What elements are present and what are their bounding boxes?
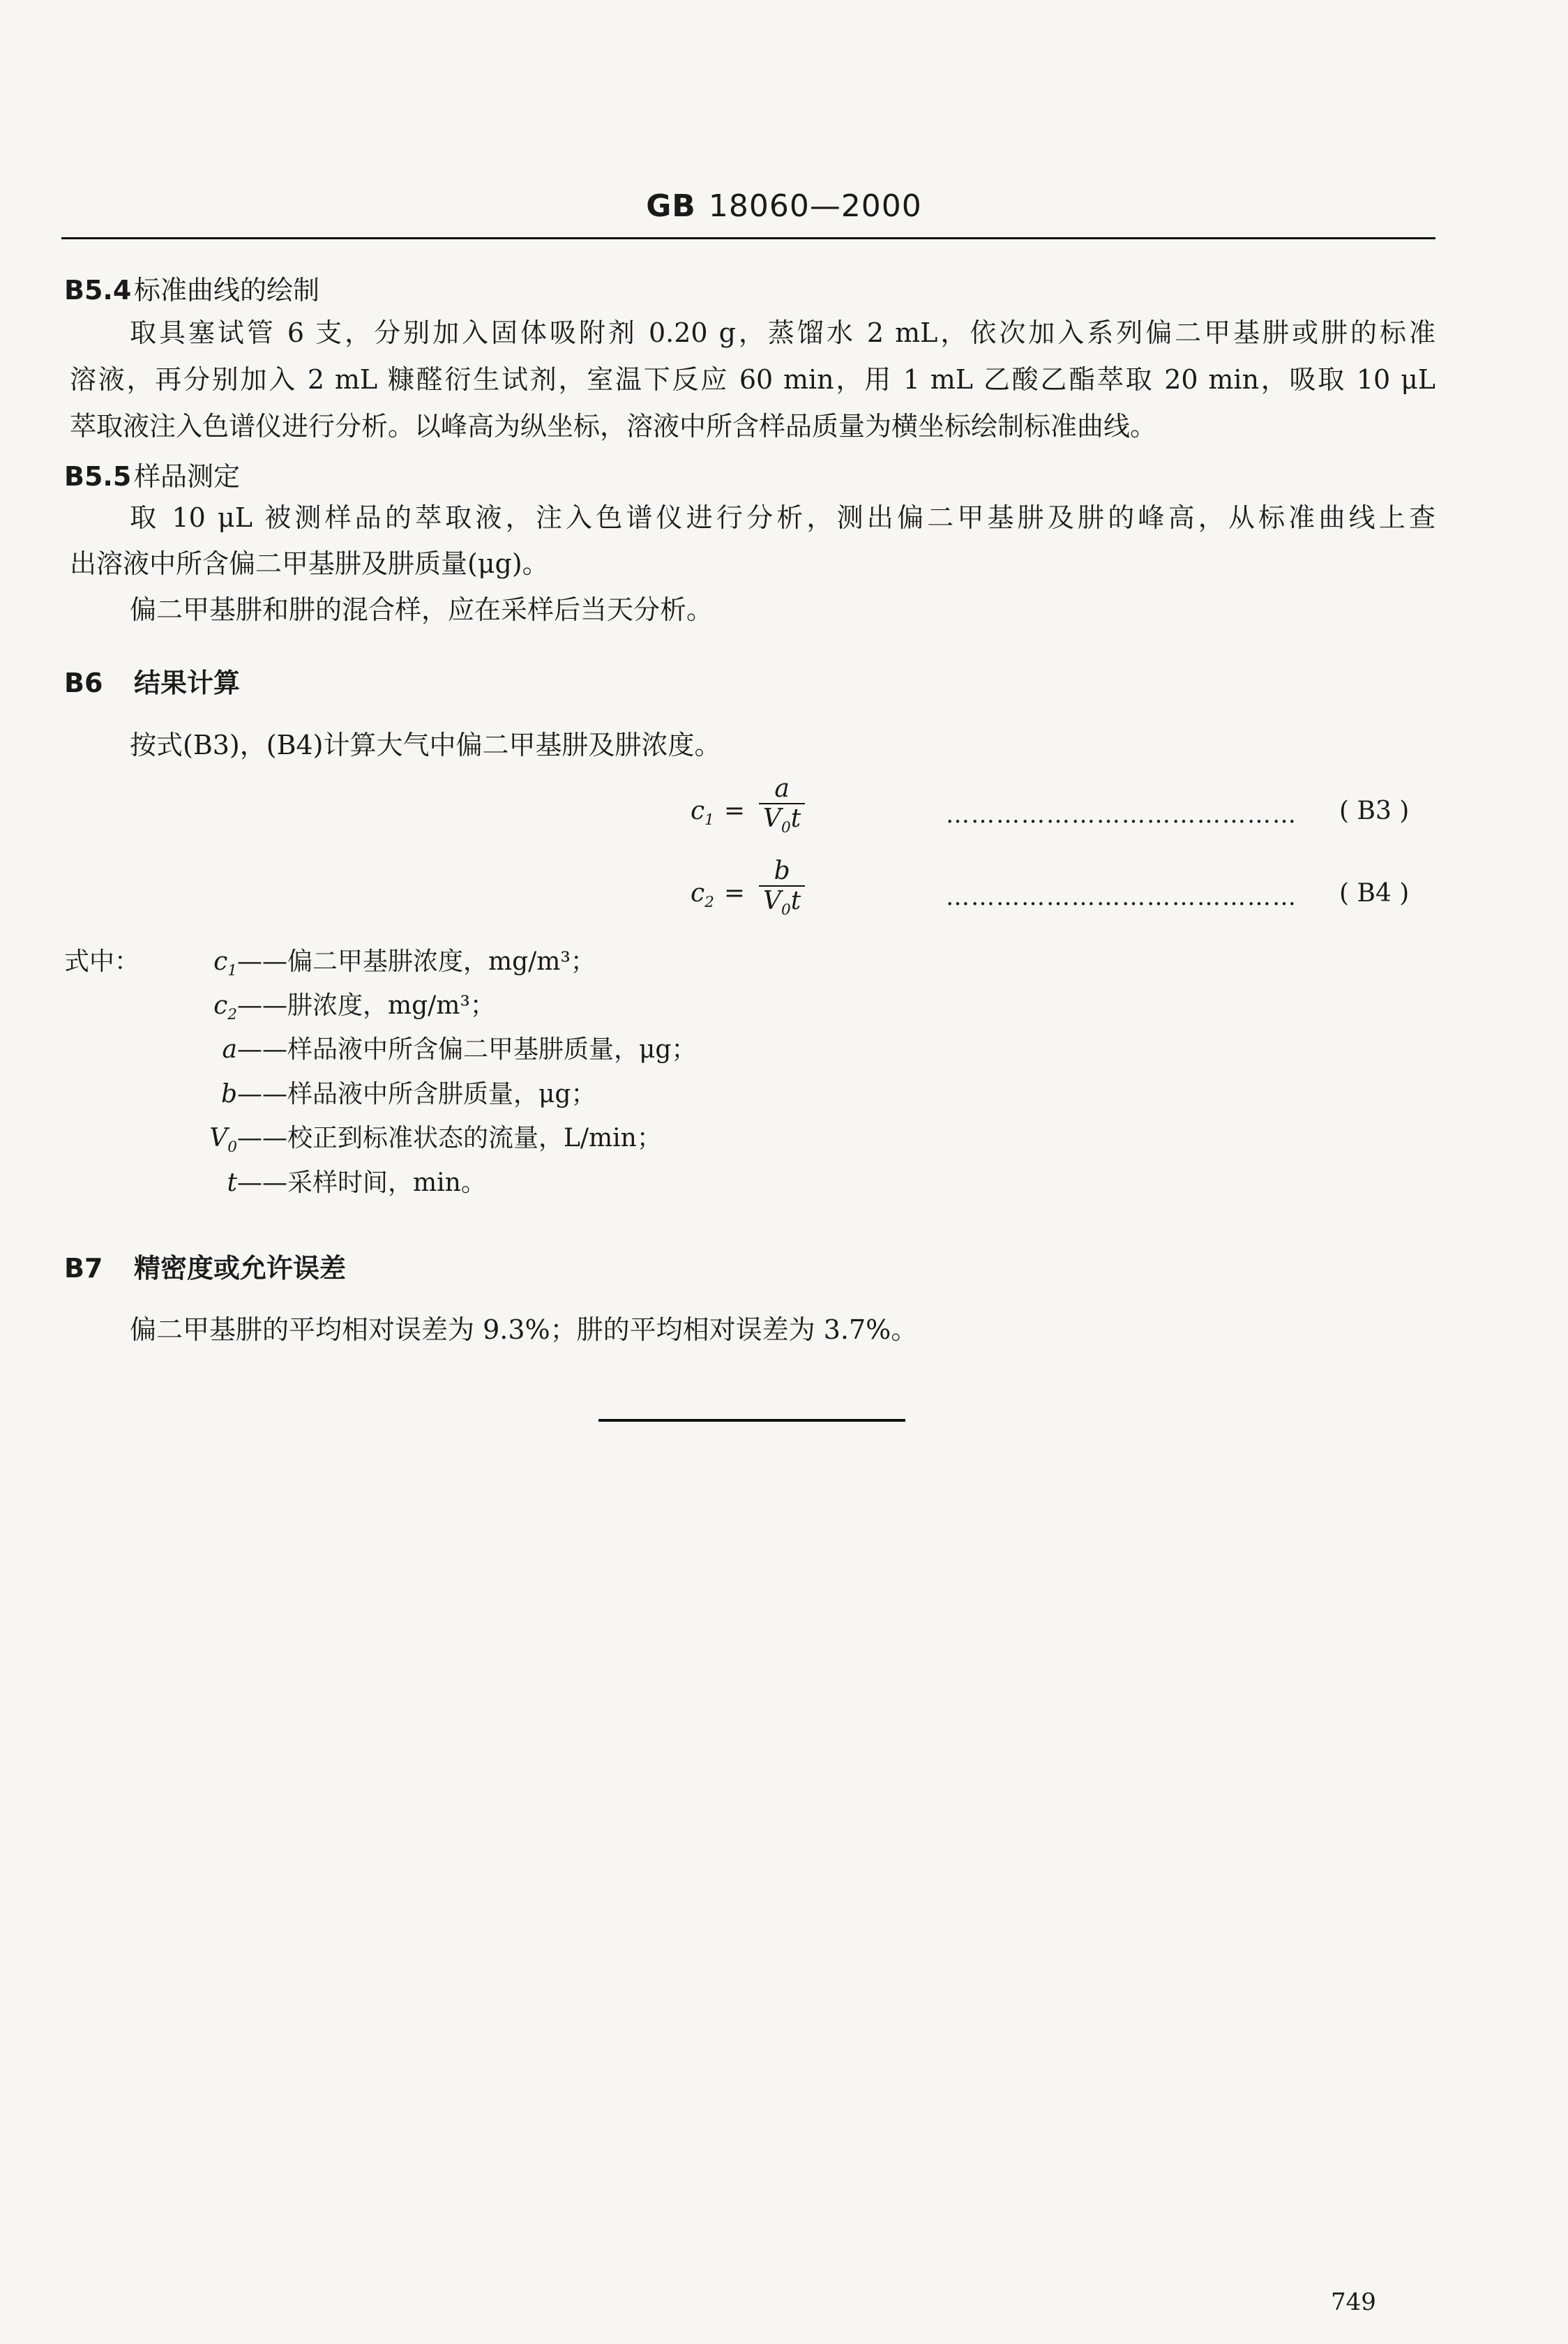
paragraph-line: 按式(B3)，(B4)计算大气中偏二甲基肼及肼浓度。 xyxy=(130,730,721,760)
leader-dots: …………………………………… xyxy=(946,801,1297,829)
header-rule xyxy=(61,237,1435,239)
denominator: $V_0t$ xyxy=(759,803,805,836)
equation-b3-tag: ( B3 ) xyxy=(1339,797,1410,825)
paragraph-line: 取 10 μL 被测样品的萃取液，注入色谱仪进行分析，测出偏二甲基肼及肼的峰高，从标准曲线上查 xyxy=(130,502,1435,533)
definition-row: a——样品液中所含偏二甲基肼质量，μg； xyxy=(222,1035,697,1064)
equation-b3-lhs: $c_1$ = xyxy=(691,797,746,829)
end-rule xyxy=(598,1419,905,1422)
header-prefix: GB xyxy=(646,188,696,224)
section-title: 结果计算 xyxy=(134,668,241,698)
section-b54-heading xyxy=(64,269,319,307)
section-number: B5.5 xyxy=(64,461,132,492)
section-number: B7 xyxy=(64,1253,103,1284)
denominator: $V_0t$ xyxy=(759,885,805,919)
paragraph-line: 取具塞试管 6 支，分别加入固体吸附剂 0.20 g，蒸馏水 2 mL，依次加入系列偏二甲基肼或肼的标准 xyxy=(130,317,1435,348)
section-title: 样品测定 xyxy=(134,461,241,492)
paragraph-line: 偏二甲基肼和肼的混合样，应在采样后当天分析。 xyxy=(130,594,714,625)
section-number: B5.4 xyxy=(64,275,132,306)
section-title: 精密度或允许误差 xyxy=(134,1253,347,1284)
document-header xyxy=(0,188,1568,224)
paragraph-line: 溶液，再分别加入 2 mL 糠醛衍生试剂，室温下反应 60 min，用 1 mL 乙酸乙酯萃取 20 min，吸取 10 μL xyxy=(70,364,1435,395)
definition-row: t——采样时间，min。 xyxy=(227,1169,486,1197)
where-label: 式中： xyxy=(64,947,140,976)
section-title: 标准曲线的绘制 xyxy=(134,275,320,306)
numerator: b xyxy=(774,857,790,885)
definition-row: $c_1——$偏二甲基肼浓度，mg/m³； xyxy=(213,947,596,980)
paragraph-line: 偏二甲基肼的平均相对误差为 9.3%；肼的平均相对误差为 3.7%。 xyxy=(130,1314,918,1345)
page-number: 749 xyxy=(1331,2288,1376,2316)
equation-b3-fraction xyxy=(759,774,805,836)
equation-b4-tag: ( B4 ) xyxy=(1339,879,1410,908)
section-b7-heading xyxy=(64,1247,346,1285)
definition-row: $V_0——$校正到标准状态的流量，L/min； xyxy=(209,1124,662,1157)
equation-b4-lhs: $c_2$ = xyxy=(691,879,746,912)
section-b55-heading xyxy=(64,455,240,493)
paragraph-line: 出溶液中所含偏二甲基肼及肼质量(μg)。 xyxy=(70,548,549,579)
section-number: B6 xyxy=(64,668,103,698)
paragraph-line: 萃取液注入色谱仪进行分析。以峰高为纵坐标，溶液中所含样品质量为横坐标绘制标准曲线。 xyxy=(70,411,1157,442)
header-code: 18060—2000 xyxy=(708,188,922,224)
leader-dots: …………………………………… xyxy=(946,883,1297,911)
definition-row: b——样品液中所含肼质量，μg； xyxy=(220,1080,596,1109)
numerator: a xyxy=(774,774,790,803)
section-b6-heading xyxy=(64,661,240,700)
equation-b4-fraction xyxy=(759,857,805,919)
definition-row: $c_2——$肼浓度，mg/m³； xyxy=(213,991,495,1024)
